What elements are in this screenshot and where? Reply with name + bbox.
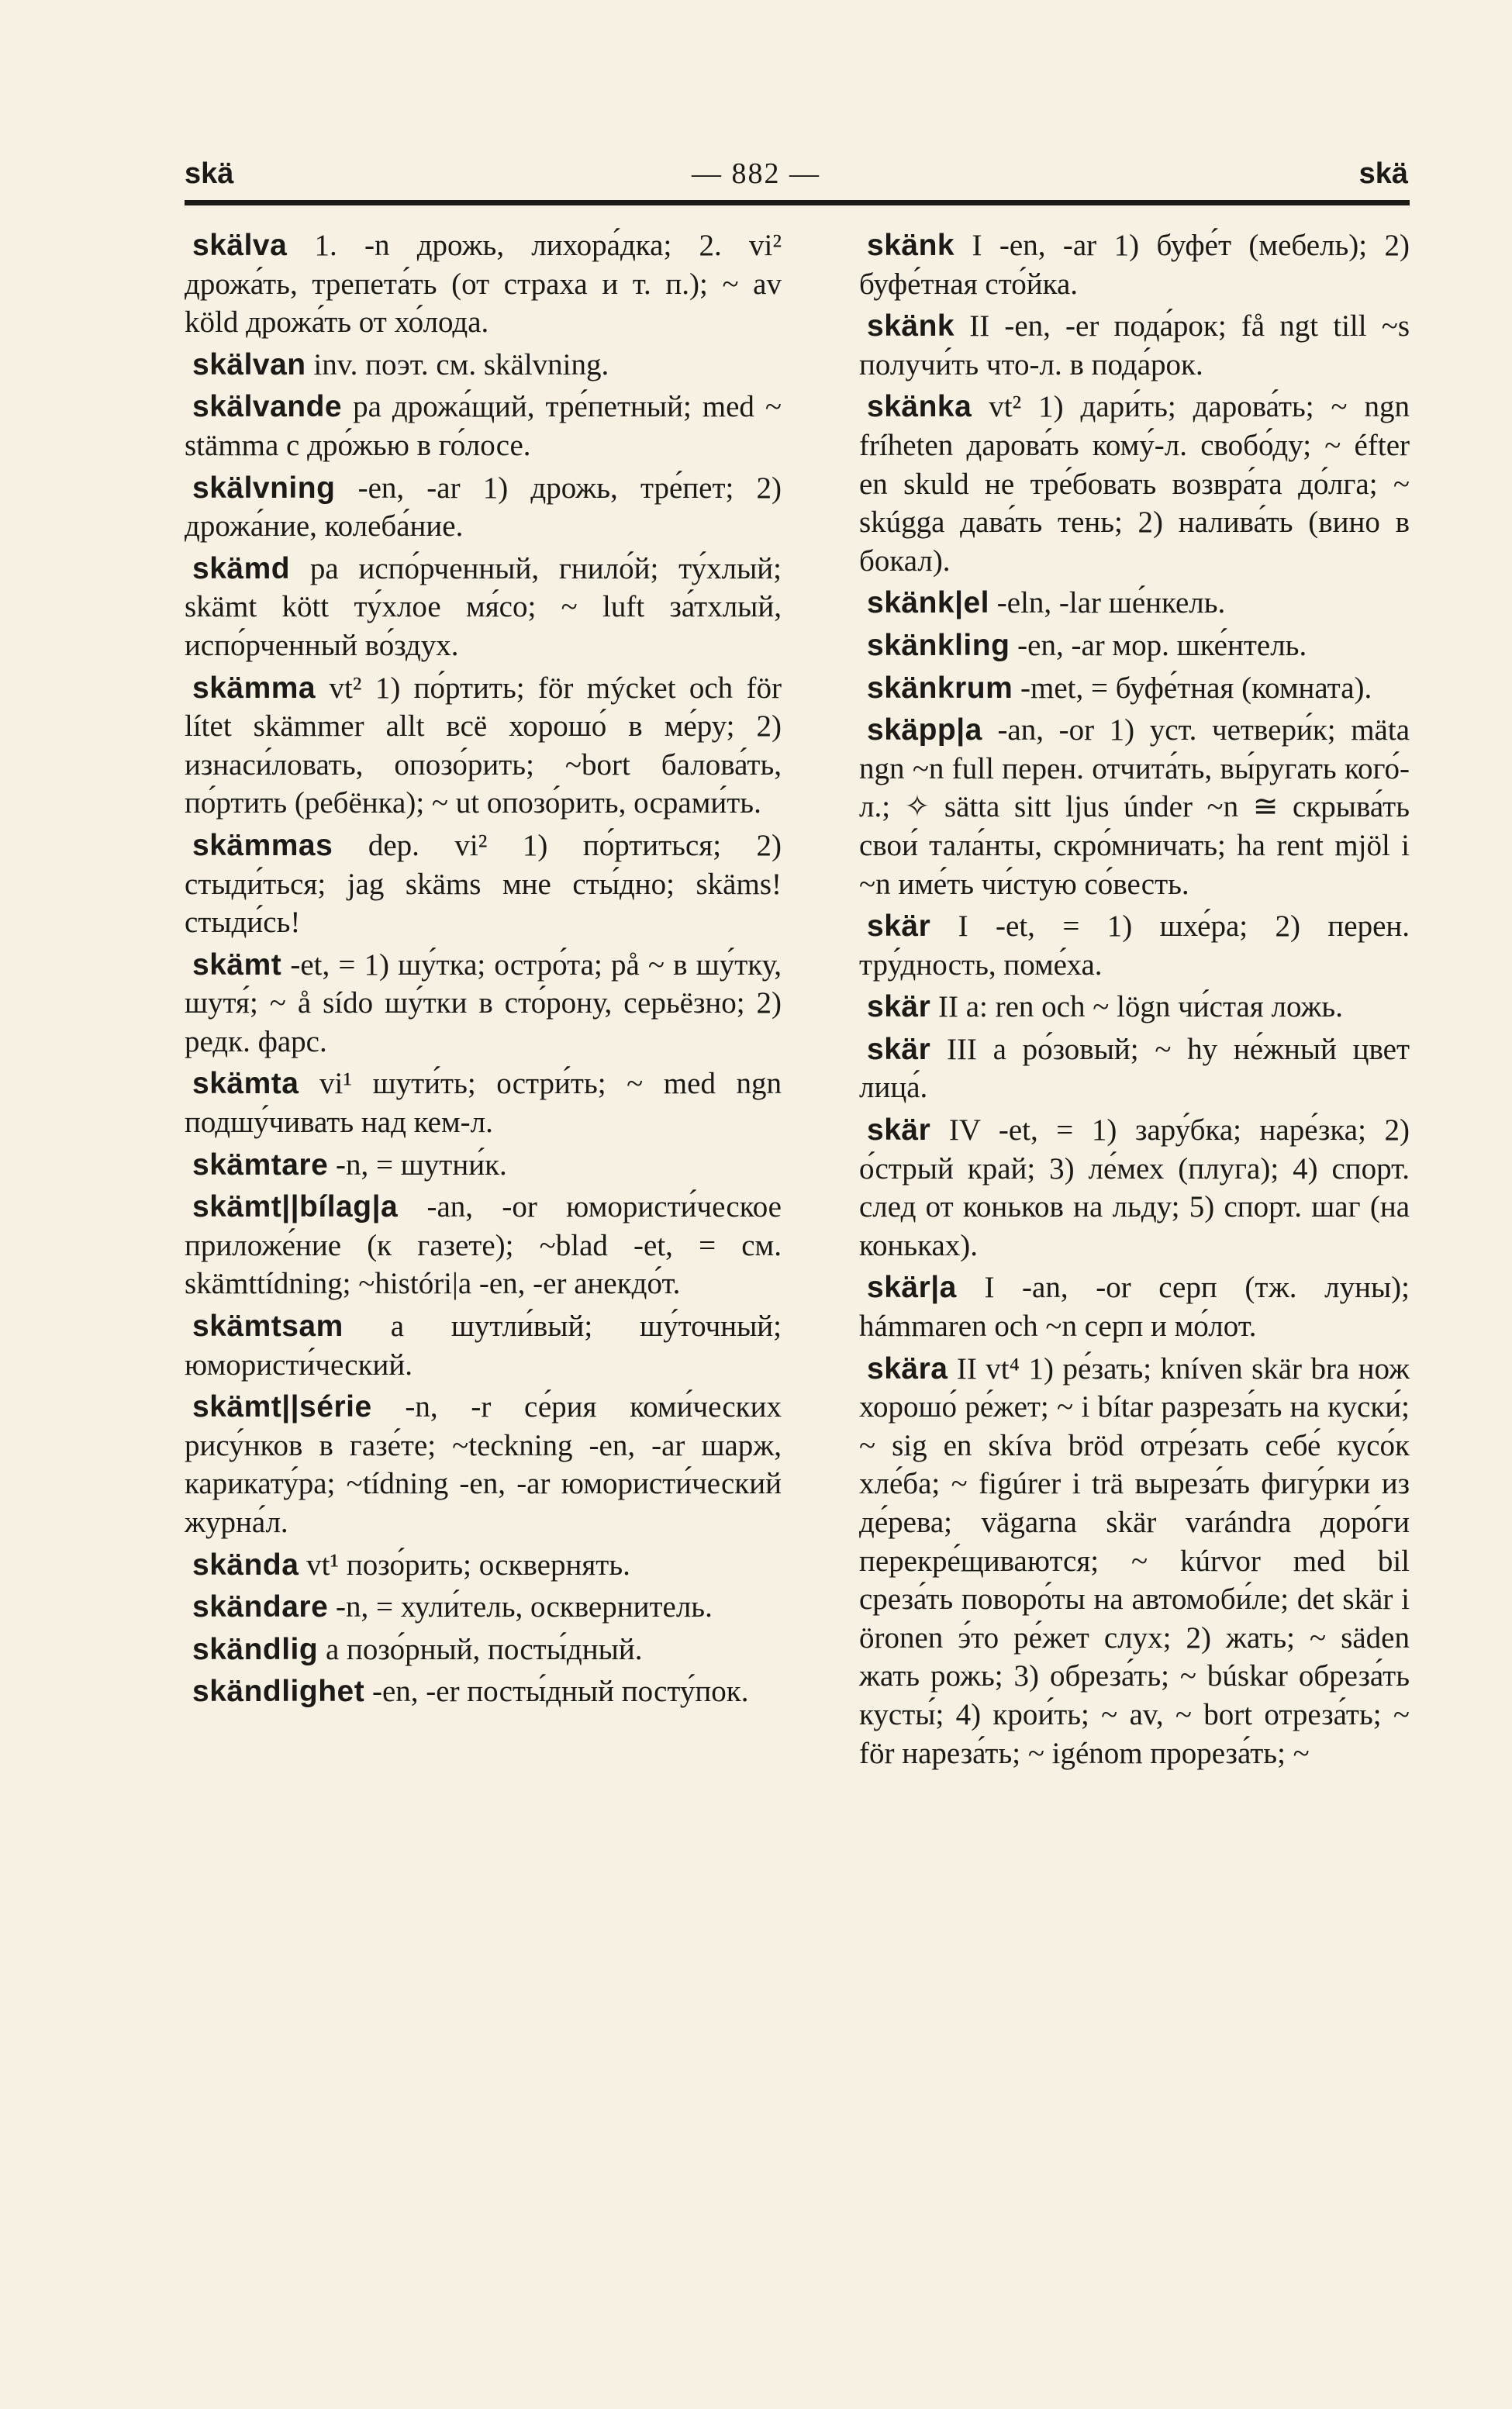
entry-definition: pa испо́рченный, гнило́й; ту́хлый; skämt kött ту́хлое мя́со; ~ luft за́тхлый, испо́рченный во́здух. <box>185 551 782 662</box>
entry-headword: skändare <box>192 1590 329 1624</box>
dictionary-entry <box>859 1111 1410 1265</box>
entry-definition: -n, -r се́рия коми́ческих рису́нков в газе́те; ~teckning -en, -ar шарж, карикату́ра; ~tídning -en, -ar юмористи́ческий журна́л. <box>185 1390 782 1539</box>
entry-headword: skälva <box>192 229 288 262</box>
dictionary-entry <box>859 711 1410 903</box>
entry-headword: skär <box>867 909 931 944</box>
entry-headword: skälvning <box>192 471 336 505</box>
entry-headword: skämt||bílag|a <box>192 1190 399 1224</box>
entry-definition: -en, -ar 1) дрожь, тре́пет; 2) дрожа́ние, колеба́ние. <box>185 471 782 544</box>
entry-headword: skämta <box>192 1067 299 1101</box>
entry-headword: skänkrum <box>867 671 1013 705</box>
dictionary-entry <box>185 1588 782 1627</box>
right-column <box>859 226 1410 1776</box>
running-head-left: skä <box>185 157 234 190</box>
entry-headword: skär <box>867 990 931 1024</box>
dictionary-entry <box>859 907 1410 984</box>
entry-definition: -n, = шутни́к. <box>336 1148 507 1182</box>
entry-headword: skänka <box>867 390 972 424</box>
dictionary-entry <box>859 226 1410 303</box>
dictionary-entry <box>185 1146 782 1185</box>
dictionary-entry <box>859 388 1410 580</box>
entry-headword: skämmas <box>192 828 333 862</box>
entry-definition: inv. поэт. см. skälvning. <box>313 347 609 381</box>
dictionary-entry <box>185 669 782 823</box>
entry-definition: vt² 1) по́ртить; för mýcket och för lítet skämmer allt всё хорошо́ в ме́ру; 2) изнаси́ловать, опозо́рить; ~bort балова́ть, по́ртить (ребёнка); ~ ut опозо́рить, осрами́ть. <box>185 671 782 820</box>
entry-definition: II a: ren och ~ lögn чи́стая ложь. <box>938 990 1343 1024</box>
entry-headword: skändlighet <box>192 1675 365 1709</box>
entry-headword: skämtare <box>192 1148 329 1182</box>
entry-definition: I -en, -ar 1) буфе́т (мебель); 2) буфе́тная сто́йка. <box>859 229 1410 301</box>
entry-definition: -en, -er посты́дный посту́пок. <box>371 1675 749 1709</box>
entry-headword: skär <box>867 1032 931 1066</box>
entry-definition: -n, = хули́тель, осквернитель. <box>336 1590 713 1624</box>
entry-definition: -en, -ar мор. шке́нтель. <box>1017 628 1307 662</box>
entry-definition: dep. vi² 1) по́ртиться; 2) стыди́ться; jag skäms мне сты́дно; skäms! стыди́сь! <box>185 828 782 940</box>
dictionary-entry <box>185 1388 782 1541</box>
dictionary-entry <box>859 988 1410 1027</box>
entry-definition: -met, = буфе́тная (комната). <box>1020 671 1372 705</box>
entry-definition: II vt⁴ 1) ре́зать; kníven skär bra нож хорошо́ ре́жет; ~ i bítar разреза́ть на куски́; ~ sig en skíva bröd отре́зать себе́ кусо́к хле́ба; ~ figúrer i trä выреза́ть фигу́рки из де́рева; vägarna skär varándra доро́ги перекре́щиваются; ~ kúrvor med bil среза́ть поворо́ты на автомоби́ле; det skär i öronen э́то ре́жет слух; 2) жать; ~ säden жать рожь; 3) обреза́ть; ~ búskar обреза́ть кусты́; 4) крои́ть; ~ av, ~ bort отреза́ть; ~ för нареза́ть; ~ igénom прореза́ть; ~ <box>859 1351 1410 1770</box>
header-rule <box>185 200 1410 205</box>
dictionary-entry <box>185 1065 782 1141</box>
entry-headword: skämt||série <box>192 1390 372 1424</box>
dictionary-entry <box>185 946 782 1061</box>
entry-definition: vi¹ шути́ть; остри́ть; ~ med ngn подшу́чивать над кем-л. <box>185 1067 782 1140</box>
entry-headword: skänkling <box>867 628 1010 662</box>
dictionary-entry <box>859 307 1410 384</box>
running-head-right: skä <box>1358 157 1408 190</box>
dictionary-entry <box>859 1268 1410 1345</box>
dictionary-entry <box>185 1631 782 1669</box>
entry-definition: -an, -or 1) уст. четвери́к; mäta ngn ~n full перен. отчита́ть, вы́ругать кого́-л.; ✧ sätta sitt ljus únder ~n ≅ скрыва́ть свои́ тала́нты, скро́мничать; ha rent mjöl i ~n име́ть чи́стую со́весть. <box>859 713 1410 901</box>
dictionary-entry <box>185 388 782 464</box>
entry-headword: skäpp|a <box>867 713 982 747</box>
entry-definition: IV -et, = 1) зару́бка; наре́зка; 2) о́стрый край; 3) ле́мех (плуга); 4) спорт. след от коньков на льду; 5) спорт. шаг (на коньках). <box>859 1113 1410 1262</box>
dictionary-entry <box>185 1307 782 1384</box>
entry-definition: -eln, -lar ше́нкель. <box>996 586 1226 620</box>
entry-headword: skälvan <box>192 347 306 381</box>
dictionary-entry <box>859 626 1410 665</box>
entry-definition: pa дрожа́щий, тре́петный; med ~ stämma с дро́жью в го́лосе. <box>185 390 782 462</box>
entry-definition: -an, -or юмористи́ческое приложе́ние (к газете); ~blad -et, = см. skämttídning; ~históri|a -en, -er анекдо́т. <box>185 1190 782 1301</box>
entry-definition: I -an, -or серп (тж. луны); hámmaren och ~n серп и мо́лот. <box>859 1271 1410 1344</box>
dictionary-entry <box>859 1030 1410 1107</box>
entry-definition: 1. -n дрожь, лихора́дка; 2. vi² дрожа́ть, трепета́ть (от страха и т. п.); ~ av köld дрожа́ть от хо́лода. <box>185 229 782 340</box>
dictionary-entry <box>185 226 782 342</box>
dictionary-entry <box>185 469 782 546</box>
entry-definition: II -en, -er пода́рок; få ngt till ~s получи́ть что-л. в пода́рок. <box>859 309 1410 381</box>
entry-headword: skändlig <box>192 1632 319 1666</box>
page-number: — 882 — <box>692 157 820 190</box>
entry-definition: I -et, = 1) шхе́ра; 2) перен. тру́дность, поме́ха. <box>859 909 1410 982</box>
entry-definition: a шутли́вый; шу́точный; юмористи́ческий. <box>185 1310 782 1382</box>
entry-headword: skär <box>867 1113 931 1148</box>
dictionary-entry <box>185 827 782 942</box>
entry-headword: skända <box>192 1548 299 1582</box>
entry-headword: skära <box>867 1351 948 1386</box>
dictionary-entry <box>185 1188 782 1303</box>
dictionary-entry <box>185 346 782 385</box>
dictionary-entry <box>185 1672 782 1711</box>
entry-definition: a позо́рный, посты́дный. <box>325 1632 643 1666</box>
entry-headword: skälvande <box>192 390 343 424</box>
entry-headword: skänk <box>867 229 955 262</box>
entry-definition: -et, = 1) шу́тка; остро́та; på ~ в шу́тку, шутя́; ~ å sído шу́тки в сто́рону, серьёзно; 2) редк. фарс. <box>185 947 782 1058</box>
entry-definition: vt¹ позо́рить; осквернять. <box>306 1548 630 1582</box>
dictionary-entry <box>859 1350 1410 1773</box>
entry-headword: skänk|el <box>867 586 990 620</box>
dictionary-entry <box>859 584 1410 623</box>
dictionary-entry <box>185 550 782 665</box>
entry-headword: skämt <box>192 947 282 982</box>
entry-headword: skämma <box>192 671 316 705</box>
dictionary-entry <box>185 1546 782 1585</box>
entry-definition: vt² 1) дари́ть; дарова́ть; ~ ngn fríheten дарова́ть кому́-л. свобо́ду; ~ éfter en skuld не тре́бовать возвра́та до́лга; ~ skúgga дава́ть тень; 2) налива́ть (вино в бокал). <box>859 390 1410 578</box>
entry-headword: skämd <box>192 551 291 585</box>
entry-headword: skänk <box>867 309 955 343</box>
left-column <box>185 226 782 1715</box>
dictionary-entry <box>859 669 1410 708</box>
entry-definition: III a ро́зовый; ~ hy не́жный цвет лица́. <box>859 1032 1410 1105</box>
entry-headword: skämtsam <box>192 1310 343 1344</box>
entry-headword: skär|a <box>867 1271 957 1305</box>
